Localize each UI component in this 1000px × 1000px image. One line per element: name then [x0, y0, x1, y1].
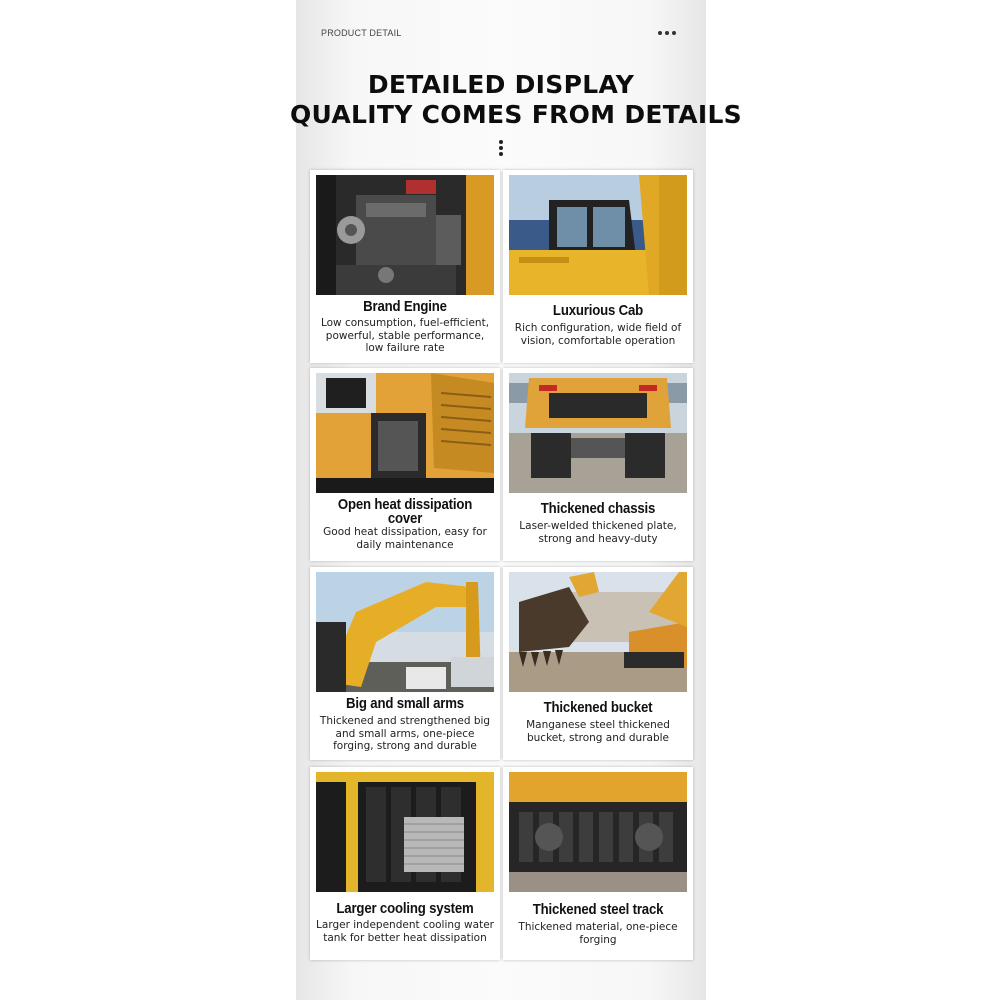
card-desc: Thickened material, one-piece forging — [518, 921, 678, 946]
feature-card-heat-dissipation — [310, 368, 500, 561]
card-desc: Laser-welded thickened plate, strong and heavy-duty — [519, 520, 677, 545]
arms-photo — [316, 572, 494, 692]
feature-card-luxurious-cab — [503, 170, 693, 363]
card-title: Luxurious Cab — [552, 302, 644, 319]
card-desc: Thickened and strengthened big and small arms, one-piece forging, strong and durable — [319, 715, 491, 752]
card-title: Thickened steel track — [532, 901, 664, 918]
card-title: Thickened chassis — [540, 500, 656, 517]
cooling-photo — [316, 772, 494, 892]
card-title: Thickened bucket — [543, 699, 653, 716]
card-desc: Good heat dissipation, easy for daily maintenance — [323, 526, 487, 551]
heading-line-1: DETAILED DISPLAY — [367, 70, 635, 99]
card-title: Larger cooling system — [336, 900, 474, 917]
card-title: Open heat dissipation cover — [337, 496, 473, 527]
card-desc: Low consumption, fuel-efficient, powerful, stable performance, low failure rate — [320, 317, 490, 354]
more-vertical-icon — [499, 140, 503, 156]
feature-card-thickened-bucket — [503, 567, 693, 760]
bucket-photo — [509, 572, 687, 692]
heat-cover-photo — [316, 373, 494, 493]
heading-line-2: QUALITY COMES FROM DETAILS — [290, 100, 742, 129]
product-detail-page — [290, 0, 742, 1000]
cab-photo — [509, 175, 687, 295]
card-desc: Manganese steel thickened bucket, strong and durable — [526, 719, 670, 744]
feature-card-steel-track — [503, 767, 693, 960]
feature-card-cooling-system — [310, 767, 500, 960]
track-photo — [509, 772, 687, 892]
card-title: Big and small arms — [346, 695, 464, 712]
feature-card-thickened-chassis — [503, 368, 693, 561]
chassis-photo — [509, 373, 687, 493]
feature-card-brand-engine — [310, 170, 500, 363]
card-title: Brand Engine — [363, 298, 447, 315]
card-desc: Larger independent cooling water tank for better heat dissipation — [316, 919, 494, 944]
header-label: PRODUCT DETAIL — [321, 28, 402, 38]
card-desc: Rich configuration, wide field of vision, comfortable operation — [514, 322, 682, 347]
feature-card-arms — [310, 567, 500, 760]
more-horizontal-icon[interactable] — [656, 27, 678, 39]
engine-photo — [316, 175, 494, 295]
